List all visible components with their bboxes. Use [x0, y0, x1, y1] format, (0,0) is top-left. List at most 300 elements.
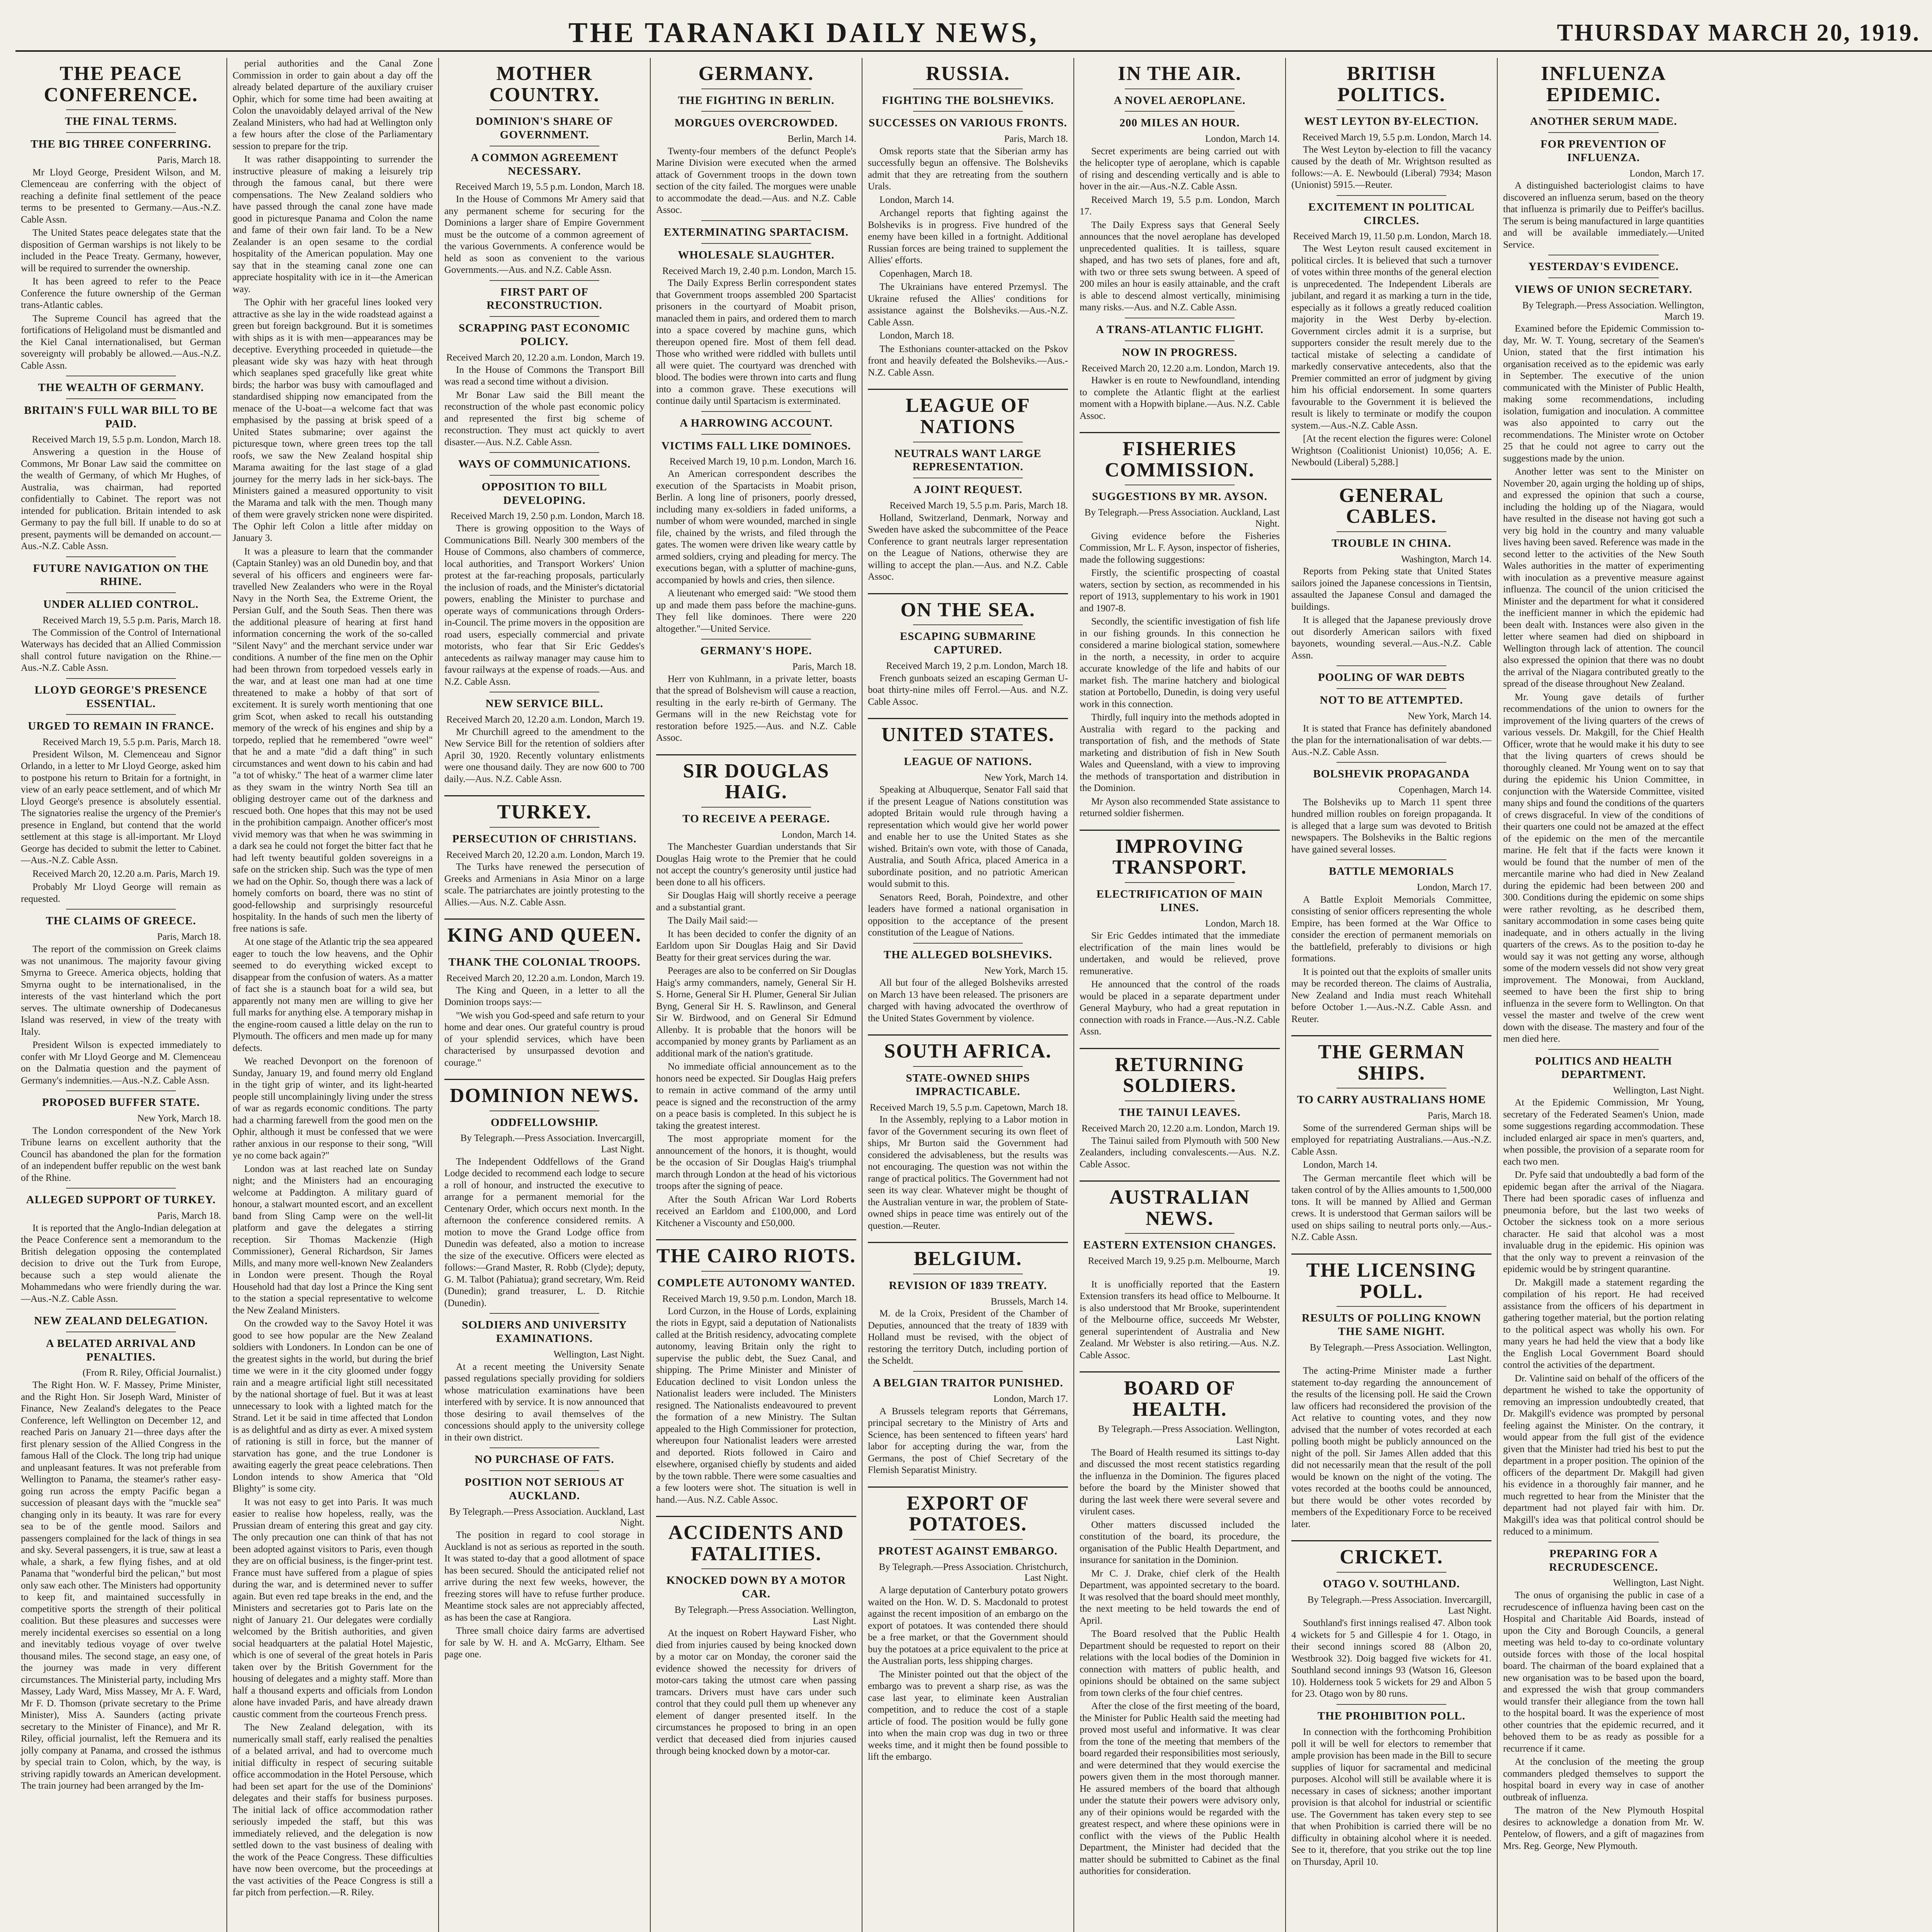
paragraph: Peerages are also to be conferred on Sir Douglas Haig's army commanders, namely, General Sir H. S. Horne, General Sir H. Plumer, General Sir Julian Byng, General Sir H. S. Rawlinson, and General Sir W. Birdwood, and on General Sir Edmund Allenby. It is probable that the honors will be accompanied by money grants by Parliament as an additional mark of the nation's gratitude.: [656, 966, 856, 1059]
article-body: [21, 1125, 221, 1184]
column-3: [439, 58, 651, 1932]
dateline: Received March 20, 12.20 a.m. London, March 19.: [446, 714, 645, 725]
section-rule: [1337, 109, 1447, 110]
section-subhead: DOMINION'S SHARE OF GOVERNMENT.: [476, 115, 613, 141]
article-divider: [656, 1239, 856, 1240]
section-rule: [490, 1447, 600, 1448]
column-7: [1286, 58, 1498, 1932]
article: [1503, 63, 1704, 1852]
article-divider: [1291, 1253, 1492, 1255]
paragraph: The Independent Oddfellows of the Grand Lodge decided to recommend each lodge to secure a roll of honour, and instructed the executive to arrange for a permanent memorial for the Centenary Order, which occurs next month. In the afternoon the conference considered remits. A motion to move the Grand Lodge office from Dunedin was defeated, also a motion to increase the size of the executive. Officers were elected as follows:—Grand Master, R. Robb (Clyde); deputy, G. M. Talbot (Pahiatua); grand secretary, Wm. Reid (Dunedin); grand treasurer, L. D. Ritchie (Dunedin).: [444, 1156, 645, 1308]
article-headline: BELGIUM.: [913, 1248, 1022, 1270]
section-subhead: FIRST PART OF RECONSTRUCTION.: [486, 286, 602, 312]
paragraph: Received March 19, 5.5 p.m. London, March 17.: [1080, 194, 1280, 217]
section-rule: [1125, 882, 1235, 883]
section-subhead: WAYS OF COMMUNICATIONS.: [458, 458, 631, 471]
article-divider: [868, 593, 1068, 594]
section-rule: [701, 243, 811, 244]
paragraph: On the crowded way to the Savoy Hotel it was good to see how popular are the New Zealand soldiers with Londoners. In London can be one of the greatest sights in the world, but during the brief time we were in it the city gloomed under foggy rain and a meagre artificial light still necessitated by the national shortage of fuel. But it was at least unnecessary to look with a lighted match for the Strand. Let it be said in time affected that London is as delightful and as dirty as ever. A mixed system of rationing is still in force, but the manner of starvation has gone, and the true Londoner is awaiting eagerly the great peace celebrations. Then London intends to show America that "Old Blighty" is some city.: [233, 1318, 433, 1494]
section-subhead: A COMMON AGREEMENT NECESSARY.: [470, 151, 619, 177]
article-body: [21, 446, 221, 553]
paragraph: The Bolsheviks up to March 11 spent three hundred million roubles on foreign propaganda. It is alleged that a large sum was devoted to British newspapers. The Bolsheviks in the Baltic regions have gained several losses.: [1291, 797, 1492, 855]
dateline: Received March 19, 11.50 p.m. London, March 18.: [1293, 231, 1492, 242]
section-subhead: REVISION OF 1839 TREATY.: [889, 1279, 1047, 1292]
section-subhead: THANK THE COLONIAL TROOPS.: [448, 956, 641, 968]
section-rule: [1548, 132, 1659, 133]
article-divider: [1291, 1035, 1492, 1036]
article-body: [1080, 531, 1280, 820]
article-headline: EXPORT OF POTATOES.: [906, 1492, 1029, 1536]
paragraph: The Commission of the Control of International Waterways has decided that an Allied Commission shall control future navigation on the Rhine.—Aus.-N.Z. Cable Assn.: [21, 627, 221, 673]
paragraph: Dr. Makgill made a statement regarding the compilation of his report. He had received assistance from the officers of his department in gathering together material, but the portion relating to the political aspect was wholly his own. For many years he had held the view that a body like the English Local Government Board should control the activities of the department.: [1503, 1277, 1704, 1371]
article-headline: ACCIDENTS AND FATALITIES.: [668, 1522, 844, 1565]
article-divider: [656, 1516, 856, 1517]
article-body: [1291, 797, 1492, 856]
dateline: Received March 19, 9.25 p.m. Melbourne, March 19.: [1088, 1256, 1280, 1277]
section-subhead: NO PURCHASE OF FATS.: [474, 1453, 614, 1466]
paragraph: No immediate official announcement as to the honors need be expected. Sir Douglas Haig prefers to remain in active command of the army until peace is signed and the reconstruction of the army on a peace basis is completed. In this subject he is taking the greatest interest.: [656, 1061, 856, 1131]
section-subhead: FIGHTING THE BOLSHEVIKS.: [882, 94, 1054, 107]
article-headline: DOMINION NEWS.: [449, 1085, 639, 1107]
article-headline: CRICKET.: [1340, 1546, 1443, 1568]
paragraph: Holland, Switzerland, Denmark, Norway and Sweden have asked the subcommittee of the Peace Conference to grant neutrals larger representation on the League of Nations, otherwise they are willing to accept the plan.—Aus. and N.Z. Cable Assoc.: [868, 512, 1068, 582]
section-rule: [1337, 531, 1447, 532]
article-body: [1291, 243, 1492, 469]
section-subhead: SCRAPPING PAST ECONOMIC POLICY.: [458, 322, 631, 348]
paragraph: It was a pleasure to learn that the commander (Captain Stanley) was an old Dunedin boy, and that several of his officers and engineers were far-travelled New Zealanders who were in the Royal Navy in the North Sea, the Extreme Orient, the Persian Gulf, and the South Seas. Then there was the additional pleasure of hearing at first hand information concerning the work of the so-called "Silent Navy" and the merchant service under war conditions. A number of the fine men on the Ophir had been thrown from torpedoed vessels early in the war, and at least one man had at one time threatened to make a hobby of that sort of excitement. It is surely worth mentioning that one grim Scot, when asked to recall his outstanding memory of the wreck of his engines and ship by a torpedo, replied that he remembered "owre weel" that he and a mate "did a daft thing" in such circumstances and went down to his cabin and had "a tot of whisky." The heat of a warmer clime later as they swam in the wintry North Sea till an obliging destroyer came out of the darkness and rescued both. One hopes that this may not be used in the prohibition campaign. Another officer's most vivid memory was that when he was swimming in a dark sea he could not forget the bitter fact that he had left twenty beautiful golden sovereigns in a safe on the stricken ship. Such was the type of men we had on the Ophir. So, though there was a lack of homely comforts on board, there was no stint of good-fellowship and surprisingly resourceful hospitality. In the hands of such men the liberty of free nations is safe.: [233, 546, 433, 934]
paragraph: President Wilson is expected immediately to confer with Mr Lloyd George and M. Clemenceau on the Dalmatia question and the payment of Germany's indemnities.—Aus.-N.Z. Cable Assn.: [21, 1040, 221, 1086]
paragraph: Sir Douglas Haig will shortly receive a peerage and a substantial grant.: [656, 890, 856, 913]
article-body: [656, 468, 856, 635]
article-headline: LEAGUE OF NATIONS: [905, 395, 1031, 438]
section-rule: [66, 109, 176, 110]
section-subhead: STATE-OWNED SHIPS IMPRACTICABLE.: [906, 1071, 1030, 1098]
section-rule: [66, 592, 176, 593]
article: [1080, 432, 1280, 819]
article-headline: INFLUENZA EPIDEMIC.: [1541, 63, 1667, 106]
article-headline: IMPROVING TRANSPORT.: [1112, 835, 1247, 879]
dateline: Paris, March 18.: [792, 661, 856, 672]
paragraph: He announced that the control of the roads would be placed in a separate department under General Maybury, who had a great reputation in connection with roads in France.—Aus.-N.Z. Cable Assn.: [1080, 979, 1280, 1037]
article-body: [868, 1585, 1068, 1763]
paragraph: Lord Curzon, in the House of Lords, explaining the riots in Egypt, said a deputation of Nationalists called at the British residency, advocating complete autonomy, leaving Britain only the right to supervise the public debt, the Suez Canal, and shipping. The Prime Minister and Minister of Education declined to visit London unless the Nationalist leaders were included. The Ministers resigned. The Nationalists endeavoured to prevent the formation of a new Ministry. The Sultan appealed to the High Commissioner for protection, whereupon four Nationalist leaders were arrested and deported. Riots followed in Cairo and elsewhere, organised chiefly by students and aided by the town rabble. There were some casualties and a few looters were shot. The situation is well in hand.—Aus. N.Z. Cable Assoc.: [656, 1306, 856, 1505]
article: [1080, 63, 1280, 422]
paragraph: After the close of the first meeting of the board, the Minister for Public Health said the meeting had proved most useful and informative. It was clear from the tone of the meeting that members of the board regarded their responsibilities most seriously, and were determined that they would exercise the powers given them in the most thorough manner. He assured members of the board that although under the statute their powers were advisory only, any of their opinions would be regarded with the greatest respect, and where these opinions were in conflict with the views of the Public Health Department, the Minister had decided that the matter should be submitted to Cabinet as the final authorities for consideration.: [1080, 1701, 1280, 1877]
dateline: By Telegraph.—Press Association. Wellington, Last Night.: [1310, 1342, 1492, 1364]
dateline: Received March 19, 2.50 p.m. London, March 18.: [451, 511, 645, 522]
section-subhead: THE TAINUI LEAVES.: [1119, 1106, 1241, 1119]
dateline: Wellington, Last Night.: [553, 1349, 645, 1360]
section-rule: [490, 827, 600, 828]
article-headline: BOARD OF HEALTH.: [1124, 1377, 1236, 1420]
article: [656, 1516, 856, 1757]
paragraph: Southland's first innings realised 47. Albon took 4 wickets for 5 and Gillespie 4 for 1. Otago, in their second innings scored 88 (Albon 20, Westbrook 32). Doig bagged five wickets for 41. Southland second innings 93 (Watson 16, Gleeson 10). Holderness took 5 wickets for 29 and Albon 5 for 23. Otago won by 80 runs.: [1291, 1618, 1492, 1699]
section-subhead: LEAGUE OF NATIONS.: [904, 755, 1032, 768]
paragraph: The position in regard to cool storage in Auckland is not as serious as reported in the south. It was stated to-day that a good allotment of space has been secured. Should the anticipated relief not arrive during the next few weeks, however, the freezing stores will have to refuse further produce. Meantime stock sales are not appreciably affected, as has been the case at Rangiora.: [444, 1530, 645, 1623]
article-body: [1291, 894, 1492, 1026]
section-rule: [1337, 1306, 1447, 1307]
issue-date: THURSDAY MARCH 20, 1919.: [1557, 19, 1920, 46]
dateline: By Telegraph.—Press Association. Invercargill, Last Night.: [1307, 1594, 1492, 1616]
paragraph: In connection with the forthcoming Prohibition poll it will be well for electors to remember that ample provision has been made in the Bill to secure supplies of liquor for sacramental and medicinal purposes. Alcohol will still be available where it is necessary in cases of sickness; another important provision is that alcohol for industrial or scientific use. The Government has taken every step to see that when Prohibition is carried there will be no difficulty in obtaining alcohol where it is needed. See to it, therefore, that you strike out the top line on Thursday, April 10.: [1291, 1727, 1492, 1867]
paragraph: Mr Bonar Law said the Bill meant the reconstruction of the whole past economic policy and represented the first big scheme of reconstruction. They must act quickly to avert disaster.—Aus. N.Z. Cable Assn.: [444, 389, 645, 447]
section-rule: [490, 109, 600, 110]
section-subhead: MORGUES OVERCROWDED.: [674, 117, 838, 129]
paragraph: The acting-Prime Minister made a further statement to-day regarding the announcement of the results of the licensing poll. He said the Crown law officers had reconsidered the provision of the Act relative to counting votes, and they now advised that the number of votes recorded at each polling booth might be publicly announced on the night of the poll. Sir James Allen added that this did not necessarily mean that the result of the poll would be known on the night of the voting. The votes recorded at the booths could be announced, but there would be other votes recorded by members of the Expeditionary Force to be received later.: [1291, 1366, 1492, 1529]
dateline: Received March 19, 5.5 p.m. Paris, March 18.: [43, 737, 221, 748]
paragraph: The Ophir with her graceful lines looked very attractive as she lay in the wide roadstead against a green but foreign background. But it is sometimes with ships as it is with men—appearances may be deceptive. Everything proceeded in quietude—the pleasant wide sky was hazy with heat through which seaplanes sped gracefully like great white birds; the harbor was busy with camouflaged and standardised shipping now emancipated from the menace of the U-boat—a welcome fact that was emphasised by the passing at brisk speed of a United States submarine; over against the picturesque town, where green trees top the tall roofs, we saw the New Zealand hospital ship Marama awaiting for the last stage of a glad journey for the merry lads in her sick-bays. The Ministers gained a measured opportunity to visit the Marama and talk with the men. Though many of them were gravely stricken none were dispirited. The Ophir left Colon a little after midday on January 3.: [233, 297, 433, 543]
section-subhead: WEST LEYTON BY-ELECTION.: [1304, 115, 1479, 128]
section-rule: [1548, 1542, 1659, 1543]
paragraph: An American correspondent describes the execution of the Spartacists in Moabit prison, Berlin. A long line of prisoners, poorly dressed, including many ex-soldiers in faded uniforms, a number of whom were wounded, marched in single file, chained by the wrists, and filed through the gates. The women were driven like weary cattle by armed soldiers, crying and pleading for mercy. The executions began, with a splutter of machine-guns, accompanied by howls and cries, then silence.: [656, 469, 856, 585]
section-subhead: OTAGO V. SOUTHLAND.: [1323, 1577, 1460, 1590]
section-rule: [66, 1188, 176, 1189]
article-body: [444, 523, 645, 688]
paragraph: A lieutenant who emerged said: "We stood them up and made them pass before the machine-guns. They fell like dominoes. There were 220 altogether."—United Service.: [656, 588, 856, 634]
article-headline: THE GERMAN SHIPS.: [1318, 1041, 1465, 1084]
article-body: [868, 146, 1068, 379]
section-rule: [490, 1313, 600, 1314]
article-divider: [1080, 1180, 1280, 1182]
paragraph: M. de la Croix, President of the Chamber of Deputies, announced that the treaty of 1839 with Holland must be revised, with the object of restoring the territory Dutch, including portion of the Scheldt.: [868, 1308, 1068, 1366]
section-subhead: GERMANY'S HOPE.: [700, 645, 812, 657]
newspaper-title: THE TARANAKI DAILY NEWS,: [568, 17, 1039, 49]
article: [1291, 479, 1492, 1026]
dateline: Received March 20, 12.20 a.m. London, March 19.: [446, 973, 645, 983]
paragraph: The West Leyton by-election to fill the vacancy caused by the death of Mr. Wrightson resulted as follows:—A. E. Newbould (Liberal) 7934; Mason (Unionist) 5915.—Reuter.: [1291, 144, 1492, 190]
page-number: [1920, 17, 1932, 49]
article: [444, 63, 645, 785]
paragraph: London, March 18.: [879, 330, 954, 341]
paragraph: Secret experiments are being carried out with the helicopter type of aeroplane, which is capable of rising and descending vertically and is able to hover in the air.—Aus.-N.Z. Cable Assn.: [1080, 146, 1280, 192]
paragraph: The Right Hon. W. F. Massey, Prime Minister, and the Right Hon. Sir Joseph Ward, Minister of Finance, New Zealand's delegates to the Peace Conference, left Wellington on December 12, and reached Paris on January 21—three days after the first plenary session of the Allied Congress in the famous Hall of the Clock. The long trip had unique and unpleasant features. It was not preferable from Wellington to Panama, the steamer's rather easy-going run across the empty Pacific began a succession of pleasant days with the "muckle sea" changing only in its beauty. It was rare for every sea to be of the gentle mood. Sailors and passengers complained for the lack of things in sea and sky. Several passengers, it is true, saw at least a whale, a shark, a few flying fishes, and at old Panama that "wonderful bird the pelican," but most only saw each other. The Ministers had opportunity to keep fit, and maintained successfully in competitive sports the strength of their political coalition. But these pleasures and successes were merely incidental exercises so essential on a long and inevitably tedious voyage of over twelve thousand miles. The second stage, an easy one, of the journey was made in very different circumstances. The Ministerial party, including Mrs Massey, Lady Ward, Miss Massey, Mr A. F. Ward, Mr F. D. Thomson (private secretary to the Prime Minister), Miss A. Saunders (acting private secretary to the Minister of Finance), and Mr R. Riley, official journalist, left the Remuera and its jolly company at Panama, and crossed the isthmus by special train to Colon, which, by the way, is striving rapidly towards an American development. The train journey had been arranged by the Im-: [21, 1380, 221, 1791]
dateline: London, March 17.: [993, 1393, 1068, 1404]
dateline: Paris, March 18.: [1427, 1111, 1492, 1121]
dateline: Wellington, Last Night.: [1613, 1578, 1704, 1588]
article-divider: [1080, 1048, 1280, 1049]
section-rule: [1125, 340, 1235, 341]
paragraph: Mr. Young gave details of further recommendations of the union to owners for the improvement of the living quarters of the crews of various vessels. Dr. Makgill, for the Chief Health Officer, wrote that he would make it his duty to see that the living quarters of crews should be thoroughly cleaned. Mr Young went on to say that during the epidemic his Union Committee, in conjunction with the Waterside Committee, visited many ships and found the conditions of the quarters of crews disgraceful. In view of the conditions of their quarters one could not be amazed at the effect of the epidemic on the men of the mercantile marine. He felt that if the facts were known it would be found that the number of men of the mercantile marine who had died in New Zealand during the epidemic had been between 200 and 300. Conditions during the epidemic on some ships were rather revolting, as he described them, sanitary accommodation in some cases being quite inadequate, and in others actually in the living quarters of the crews. As to the position to-day he would say it was not getting any worse, although some of the modern vessels did not show very great improvement. The Monowai, from Auckland, seemed to have been the first ship to bring influenza in the severe form to Wellington. On that vessel the master and twelve of the crew went down with the disease. The mastery and four of the men died here.: [1503, 692, 1704, 1044]
section-subhead: TROUBLE IN CHINA.: [1332, 537, 1451, 549]
article-body: [1291, 1122, 1492, 1243]
article-body: [1291, 144, 1492, 191]
article: [656, 754, 856, 1230]
paragraph: In the House of Commons the Transport Bill was read a second time without a division.: [444, 364, 645, 387]
section-rule: [913, 624, 1023, 625]
section-subhead: VIEWS OF UNION SECRETARY.: [1515, 283, 1692, 296]
dateline: Received March 19, 5.5 p.m. Capetown, March 18.: [869, 1102, 1068, 1113]
section-rule: [1337, 665, 1447, 666]
section-subhead: A BELATED ARRIVAL AND PENALTIES.: [46, 1337, 196, 1363]
dateline: By Telegraph.—Press Association. Wellington, March 19.: [1522, 300, 1704, 322]
paragraph: Probably Mr Lloyd George will remain as requested.: [21, 882, 221, 904]
paragraph: The Daily Mail said:—: [668, 915, 758, 926]
section-rule: [490, 475, 600, 476]
paragraph: The Manchester Guardian understands that Sir Douglas Haig wrote to the Premier that he could not accept the country's generosity until justice had been done to all his officers.: [656, 842, 856, 888]
article-body: [1080, 375, 1280, 422]
paragraph: All but four of the alleged Bolsheviks arrested on March 13 have been released. The prisoners are charged with having advocated the overthrow of the United States Government by violence.: [868, 978, 1068, 1024]
paragraph: Thirdly, full inquiry into the methods adopted in Australia with regard to the packing and transportation of fish, and the methods of State marketing and distribution of fish in New South Wales and Queensland, with a view to improving the methods of transportation and distribution in the Dominion.: [1080, 712, 1280, 794]
section-subhead: THE FINAL TERMS.: [65, 115, 177, 128]
dateline: Received March 19, 2 p.m. London, March 18.: [886, 660, 1068, 671]
section-subhead: TO RECEIVE A PEERAGE.: [682, 812, 830, 825]
section-rule: [1337, 1572, 1447, 1573]
article-body: [21, 1223, 221, 1305]
article-body: [868, 1308, 1068, 1367]
section-subhead: NOT TO BE ATTEMPTED.: [1320, 694, 1463, 707]
section-subhead: A TRANS-ATLANTIC FLIGHT.: [1095, 323, 1264, 336]
article-body: [868, 977, 1068, 1024]
paragraph: Other matters discussed included the constitution of the board, its procedure, the organisation of the Public Health Department, and insurance for sanitation in the Dominion.: [1080, 1519, 1280, 1566]
paragraph: It was not easy to get into Paris. It was much easier to realise how hopeless, really, was the Prussian dream of entering this great and gay city. The only precaution one can think of that has not been adopted against visitors to Paris, even though they are on official business, is the finger-print test. France must have suffered from a plague of spies during the war, and is determined never to suffer again. But even red tape breaks in the end, and the Ministers and secretaries got to Paris late on the night of January 21. Our delegates were cordially welcomed by the British authorities, and given social headquarters at the palatial Hotel Majestic, which is one of several of the great hotels in Paris taken over by the British Government for the housing of delegates and a mighty staff. More than half a thousand experts and officials from London alone have invaded Paris, and have already drawn caustic comment from the courteous French press.: [233, 1497, 433, 1719]
paragraph: "We wish you God-speed and safe return to your home and dear ones. Our grateful country is proud of your splendid services, which have been characterised by unsurpassed devotion and courage.": [444, 1010, 645, 1068]
section-subhead: PERSECUTION OF CHRISTIANS.: [452, 832, 637, 845]
section-subhead: ALLEGED SUPPORT OF TURKEY.: [26, 1194, 216, 1206]
paragraph: A Brussels telegram reports that Gérremans, principal secretary to the Ministry of Arts and Science, has been sentenced to fifteen years' hard labor for accepting during the war, from the Germans, the post of Chief Secretary of the Flemish Separatist Ministry.: [868, 1406, 1068, 1476]
dateline: (From R. Riley, Official Journalist.): [82, 1367, 221, 1378]
paragraph: The Tainui sailed from Plymouth with 500 New Zealanders, including convalescents.—Aus. N.Z. Cable Assoc.: [1080, 1135, 1280, 1170]
section-subhead: POLITICS AND HEALTH DEPARTMENT.: [1535, 1054, 1672, 1081]
dateline: Received March 19, 5.5 p.m. London, March 14.: [1302, 132, 1492, 143]
dateline: Received March 19, 10 p.m. London, March 16.: [669, 456, 856, 467]
section-subhead: BATTLE MEMORIALS: [1328, 865, 1454, 878]
article-body: [868, 784, 1068, 939]
dateline: London, March 14.: [781, 829, 856, 840]
paragraph: Examined before the Epidemic Commission to-day, Mr. W. T. Young, secretary of the Seamen's Union, stated that the first intimation his organisation received as to the epidemic was early in September. The executive of the union communicated with the Minister of Public Health, making some recommendations, including isolation, fumigation and inoculation. A committee was also appointed to carry out the recommendations. The Minister wrote on October 25 that he could not agree to carry out the suggestions made by the union.: [1503, 323, 1704, 464]
paragraph: Another letter was sent to the Minister on November 20, again urging the holding up of ships, and expressed the opinion that such a course, including the holding up of the Niagara, would have resulted in the disease not having got such a very big hold in the country and many valuable lives having been saved. Reference was made in the second letter to the activities of the New South Wales authorities in the matter of experimenting with inoculation as a preventive measure against influenza. The council of the union criticised the Minister and the department for what it considered the inefficient manner in which the epidemic had been dealt with. Instances were also given in the letter where seamen had died on shipboard in Wellington through lack of attention. The council also expressed the opinion that there was no doubt the arrival of the Niagara contributed greatly to the spread of the disease throughout New Zealand.: [1503, 466, 1704, 689]
section-subhead: THE PROHIBITION POLL.: [1317, 1709, 1466, 1722]
article: [21, 63, 221, 1792]
paragraph: Dr. Valintine said on behalf of the officers of the department he wished to take the opportunity of removing an impression undoubtedly created, that Dr. Makgill's evidence was prompted by personal feeling against the Minister. On the contrary, it would appear from the full gist of the evidence given that the Minister had tried his best to put the department in a proper position. The opinion of the officers of the department Dr. Makgill had given his evidence in a thoroughly fair manner, and he much regretted to hear from the Minister that the department had not played fair with him. Dr. Makgill's idea was that political control should be reduced to a minimum.: [1503, 1373, 1704, 1537]
paragraph: The Turks have renewed the persecution of Greeks and Armenians in Asia Minor on a large scale. The patriarchates are jointly protesting to the Allies.—Aus. N.Z. Cable Assn.: [444, 862, 645, 908]
article-headline: IN THE AIR.: [1117, 63, 1242, 85]
paragraph: After the South African War Lord Roberts received an Earldom and £100,000, and Lord Kitchener a Viscounty and £50,000.: [656, 1194, 856, 1228]
section-subhead: PROTEST AGAINST EMBARGO.: [878, 1544, 1058, 1557]
section-rule: [913, 1371, 1023, 1372]
paragraph: Hawker is en route to Newfoundland, intending to complete the Atlantic flight at the earliest moment with a Hopwith biplane.—Aus. N.Z. Cable Assoc.: [1080, 375, 1280, 421]
article-body: [444, 194, 645, 276]
section-rule: [1337, 195, 1447, 196]
article-body: [656, 146, 856, 216]
dateline: London, March 17.: [1417, 882, 1492, 893]
article-body: [21, 944, 221, 1087]
section-subhead: URGED TO REMAIN IN FRANCE.: [28, 720, 214, 733]
section-rule: [913, 88, 1023, 89]
article: [1291, 1253, 1492, 1530]
article-body: [1291, 566, 1492, 662]
article-body: [21, 1379, 221, 1792]
section-subhead: THE ALLEGED BOLSHEVIKS.: [883, 948, 1053, 961]
article-divider: [656, 754, 856, 755]
article: [868, 63, 1068, 379]
section-rule: [66, 909, 176, 910]
section-subhead: POSITION NOT SERIOUS AT AUCKLAND.: [464, 1476, 624, 1502]
dateline: London, March 14.: [1205, 134, 1280, 145]
dateline: Received March 20, 12.20 a.m. London, March 19.: [1081, 1123, 1280, 1134]
section-rule: [1337, 1704, 1447, 1705]
paragraph: The Board resolved that the Public Health Department should be requested to report on their relations with the local bodies of the Dominion in connection with matters of public health, and opinions should be obtained on the same subject from town clerks of the four chief centres.: [1080, 1629, 1280, 1698]
article-body: [21, 627, 221, 674]
dateline: Received March 19, 5.5 p.m. Paris, March 18.: [889, 500, 1068, 511]
section-subhead: BOLSHEVIK PROPAGANDA: [1313, 768, 1470, 781]
paragraph: Answering a question in the House of Commons, Mr Bonar Law said the committee on the wealth of Germany, of which Mr Hughes, of Australia, was chairman, had reported confidentially to Cabinet. The report was not intended for publication. Britain intended to ask Germany to pay the full bill. If unable to do so at present, payments will be demanded on account.—Aus.-N.Z. Cable Assn.: [21, 447, 221, 552]
section-subhead: YESTERDAY'S EVIDENCE.: [1528, 260, 1679, 273]
paragraph: Sir Eric Geddes intimated that the immediate electrification of the main lines would be undertaken, and would be relieved, prove remunerative.: [1080, 930, 1280, 976]
paragraph: At the Epidemic Commission, Mr Young, secretary of the Federated Seamen's Union, made some suggestions regarding accommodation. These included enlarged air space in men's quarters, and, when possible, the provision of a separate room for each two men.: [1503, 1097, 1704, 1167]
section-rule: [1125, 111, 1235, 112]
paragraph: Some of the surrendered German ships will be employed for repatriating Australians.—Aus.-N.Z. Cable Assn.: [1291, 1122, 1492, 1157]
dateline: New York, March 15.: [984, 965, 1068, 976]
paragraph: Copenhagen, March 18.: [879, 268, 973, 279]
section-subhead: SOLDIERS AND UNIVERSITY EXAMINATIONS.: [462, 1319, 627, 1345]
paragraph: The most appropriate moment for the announcement of the honors, it is thought, would be the occasion of Sir Douglas Haig's triumphal march through London at the head of his victorious troops after the signing of peace.: [656, 1134, 856, 1192]
article-body: [444, 1529, 645, 1661]
article: [1080, 1048, 1280, 1170]
paragraph: London, March 14.: [1303, 1160, 1378, 1170]
article-body: [656, 841, 856, 1229]
paragraph: In the Assembly, replying to a Labor motion in favor of the Government securing its own fleet of ships, Mr Burton said the Government had considered the advisableness, but the results was not encouraging. The question was not within the range of practical politics. The Government had not seen its way clear. Whatever might be thought of the Australian venture in war, the problem of State-owned ships in peace time was entirely out of the question.—Reuter.: [868, 1114, 1068, 1231]
paragraph: Giving evidence before the Fisheries Commission, Mr L. F. Ayson, inspector of fisheries, made the following suggestions:: [1080, 531, 1280, 565]
article-divider: [868, 1034, 1068, 1036]
article-divider: [444, 795, 645, 796]
section-rule: [66, 556, 176, 557]
paragraph: The New Zealand delegation, with its numerically small staff, early realised the penalties of a belated arrival, and had to overcome much initial difficulty in respect of securing suitable office accommodation in the Hotel Persouse, which had been set apart for the use of the Dominions' delegates and their staffs for business purposes. The initial lack of office accommodation rather seriously impeded the staff, but this was immediately relieved, and the delegation is now settled down to the vast business of dealing with the work of the Peace Congress. These difficulties have now been overcome, but the proceedings at the vast activities of the Peace Congress is still a far pitch from perfection.—R. Riley.: [233, 1722, 433, 1898]
article-headline: THE CAIRO RIOTS.: [656, 1245, 856, 1267]
article-body: [1503, 180, 1704, 251]
paragraph: There is growing opposition to the Ways of Communications Bill. Nearly 300 members of the House of Commons, also chambers of commerce, local authorities, and Transport Workers' Union protest at the far-reaching proposals, particularly the inclusion of roads, and the Minister's dictatorial powers, enabling the Minister to purchase and operate ways of communications through Orders-in-Council. The prime movers in the opposition are road users, especially commercial and private motorists, who fear that Sir Eric Geddes's antecedents as railway manager may cause him to favour railways at the expense of roads.—Aus. and N.Z. Cable Assn.: [444, 523, 645, 687]
article-headline: FISHERIES COMMISSION.: [1105, 438, 1255, 481]
article: [1080, 1180, 1280, 1361]
section-rule: [701, 411, 811, 412]
section-subhead: RESULTS OF POLLING KNOWN THE SAME NIGHT.: [1301, 1312, 1481, 1338]
section-rule: [66, 398, 176, 399]
article-headline: AUSTRALIAN NEWS.: [1109, 1186, 1250, 1230]
article-body: [1503, 323, 1704, 1045]
section-subhead: THE WEALTH OF GERMANY.: [38, 381, 204, 394]
paragraph: The United States peace delegates state that the disposition of German warships is not likely to be included in the Peace Treaty. Germany, however, will be required to surrender the ownership.: [21, 228, 221, 274]
paragraph: The matron of the New Plymouth Hospital desires to acknowledge a donation from Mr. W. Pentelow, of flowers, and a gift of magazines from Mrs. Reg. George, New Plymouth.: [1503, 1805, 1704, 1851]
dateline: By Telegraph.—Press Association. Wellington, Last Night.: [1098, 1424, 1280, 1446]
paragraph: The onus of organising the public in case of a recrudescence of influenza having been cast on the Hospital and Charitable Aid Boards, instead of upon the City and Borough Councils, a general meeting was held to-day to co-ordinate voluntary outside forces with those of the local hospital board. The chairman of the board explained that a new organisation was to be based upon the board, and expressed the wish that group commanders would transfer their allegiance from the town hall to the hospital board. It was the experience of most other countries that the epidemic recurred, and it behoved them to be as ready as possible for a recurrence if it came.: [1503, 1590, 1704, 1754]
paragraph: Mr Lloyd George, President Wilson, and M. Clemenceau are conferring with the object of reaching a definite final settlement of the peace terms to be presented to Germany.—Aus.-N.Z. Cable Assn.: [21, 167, 221, 225]
article-body: [868, 1114, 1068, 1232]
paragraph: The Ukrainians have entered Przemysl. The Ukraine refused the Allies' conditions for assistance against the Bolsheviks.—Aus.-N.Z. Cable Assn.: [868, 282, 1068, 328]
section-subhead: ELECTRIFICATION OF MAIN LINES.: [1096, 888, 1263, 914]
article-body: [1291, 1726, 1492, 1868]
article-headline: SOUTH AFRICA.: [884, 1040, 1052, 1063]
section-rule: [66, 714, 176, 715]
section-subhead: ANOTHER SERUM MADE.: [1530, 115, 1677, 128]
section-rule: [1337, 762, 1447, 763]
paragraph: President Wilson, M. Clemenceau and Signor Orlando, in a letter to Mr Lloyd George, asked him to postpone his return to Britain for a fortnight, in view of an early peace settlement, and of which Mr Lloyd George's presence is absolutely essential. The signatories realise the urgency of the Premier's presence in England, but contend that the world settlement at this stage is all-important. Mr Lloyd George has decided to submit the letter to Cabinet.—Aus.-N.Z. Cable Assn.: [21, 749, 221, 866]
article-body: [1503, 1590, 1704, 1852]
paragraph: Mr C. J. Drake, chief clerk of the Health Department, was appointed secretary to the board. It was resolved that the board should meet monthly, the next meeting to be held towards the end of April.: [1080, 1568, 1280, 1626]
article-body: [656, 277, 856, 407]
section-rule: [1548, 1049, 1659, 1050]
article: [444, 918, 645, 1069]
paragraph: Dr. Pyfe said that undoubtedly a bad form of the epidemic began after the arrival of the Niagara. There had been sporadic cases of influenza and pneumonia before, but the last two weeks of October the sickness took on a more serious character. He said that alcohol was a most invaluable drug in the epidemic. His opinion was that the only way to prevent a reinvasion of the epidemic would be by stringent quarantine.: [1503, 1170, 1704, 1275]
paragraph: It is pointed out that the exploits of smaller units may be recorded thereon. The claims of Australia, New Zealand and India must reach Whitehall before October 1.—Aus.-N.Z. Cable Assn. and Reuter.: [1291, 966, 1492, 1024]
paragraph: At the conclusion of the meeting the group commanders pledged themselves to support the hospital board in every way in case of another outbreak of influenza.: [1503, 1757, 1704, 1803]
section-rule: [490, 280, 600, 281]
paragraph: The Daily Express Berlin correspondent states that Government troops assembled 200 Spartacist prisoners in the courtyard of Moabit prison, manacled them in pairs, and ordered them to march into a space covered by machine guns, which thereupon opened fire. Most of them fell dead. Those who writhed were riddled with bullets until all were quiet. The courtyard was drenched with blood. The bodies were thrown into carts and flung into a common grave. These executions will continue daily until Spartacism is exterminated.: [656, 278, 856, 406]
article: [868, 1242, 1068, 1476]
section-subhead: A JOINT REQUEST.: [913, 483, 1022, 496]
article-headline: TURKEY.: [497, 801, 592, 823]
paragraph: French gunboats seized an escaping German U-boat thirty-nine miles off Ferrol.—Aus. and N.Z. Cable Assoc.: [868, 673, 1068, 707]
dateline: Received March 19, 5.5 p.m. London, March 18.: [455, 182, 645, 192]
section-subhead: SUCCESSES ON VARIOUS FRONTS.: [869, 117, 1067, 129]
section-rule: [913, 943, 1023, 944]
section-subhead: OPPOSITION TO BILL DEVELOPING.: [481, 480, 607, 507]
section-rule: [701, 220, 811, 221]
section-subhead: UNDER ALLIED CONTROL.: [43, 598, 199, 611]
column-2: [227, 58, 439, 1932]
paragraph: perial authorities and the Canal Zone Commission in order to gain about a day off the already belated departure of the auxiliary cruiser Ophir, which for some time had been awaiting at Colon the unavoidably delayed arrival of the New Zealand Ministers, who had had at Wellington only a few hours after the close of the Parliamentary session to prepare for the trip.: [233, 58, 433, 151]
article-body: [444, 861, 645, 908]
paragraph: The German mercantile fleet which will be taken control of by the Allies amounts to 1,500,000 tons. It will be manned by Allied and German crews. It is understood that German sailors will be used on ships sailing to neutral ports only.—Aus.-N.Z. Cable Assn.: [1291, 1173, 1492, 1243]
paragraph: It is unofficially reported that the Eastern Extension transfers its head office to Melbourne. It is also understood that Mr Brooke, superintendent of the Melbourne office, succeeds Mr Webster, general superintendent of Australia and New Zealand. Mr Webster is also retiring.—Aus. N.Z. Cable Assoc.: [1080, 1279, 1280, 1361]
section-subhead: THE BIG THREE CONFERRING.: [31, 138, 211, 150]
section-rule: [490, 452, 600, 453]
section-rule: [1337, 688, 1447, 689]
article-headline: RETURNING SOLDIERS.: [1115, 1053, 1245, 1097]
section-subhead: 200 MILES AN HOUR.: [1119, 117, 1240, 129]
article-divider: [868, 389, 1068, 390]
dateline: Received March 20, 12.20 a.m. London, March 19.: [446, 849, 645, 860]
section-subhead: SUGGESTIONS BY MR. AYSON.: [1092, 490, 1267, 503]
paragraph: Mr Churchill agreed to the amendment to the New Service Bill for the retention of soldiers after April 30, 1920. Recently voluntary enlistments were one thousand daily. They are now 600 to 700 daily.—Aus. N.Z. Cable Assn.: [444, 726, 645, 784]
article-body: [21, 749, 221, 905]
section-subhead: VICTIMS FALL LIKE DOMINOES.: [661, 439, 851, 452]
article-headline: MOTHER COUNTRY.: [489, 63, 600, 106]
article-divider: [1080, 830, 1280, 831]
dateline: By Telegraph.—Press Association. Christchurch, Last Night.: [879, 1561, 1068, 1583]
newspaper-columns: [15, 58, 1932, 1932]
dateline: Paris, March 18.: [1004, 134, 1068, 145]
dateline: By Telegraph.—Press Association. Auckland, Last Night.: [1084, 507, 1280, 529]
article: [868, 389, 1068, 583]
article-body: [444, 985, 645, 1069]
section-rule: [66, 132, 176, 133]
section-subhead: FUTURE NAVIGATION ON THE RHINE.: [33, 562, 209, 588]
column-1: [15, 58, 227, 1932]
paragraph: Senators Reed, Borah, Poindextre, and other leaders have formed a national organisation in opposition to the acceptance of the present constitution of the League of Nations.: [868, 892, 1068, 938]
dateline: By Telegraph.—Press Association. Wellington, Last Night.: [674, 1604, 856, 1626]
column-6: [1074, 58, 1286, 1932]
article-body: [868, 1406, 1068, 1476]
article-body: [1080, 1447, 1280, 1878]
dateline: Brussels, March 14.: [991, 1296, 1068, 1307]
paragraph: At a recent meeting the University Senate passed regulations specially providing for soldiers whose matriculation examinations have been interfered with by service. It is now announced that those desiring to avail themselves of the concessions should apply to the university college in their own district.: [444, 1361, 645, 1443]
section-rule: [913, 1539, 1023, 1540]
article: [656, 1239, 856, 1506]
dateline: Paris, March 18.: [157, 932, 221, 942]
dateline: Received March 20, 12.20 a.m. London, March 19.: [446, 352, 645, 363]
section-rule: [701, 807, 811, 808]
paragraph: At the inquest on Robert Hayward Fisher, who died from injuries caused by being knocked down by a motor car on Monday, the coroner said the evidence showed the necessity for drivers of motor-cars taking the utmost care when passing tramcars. Drivers must have cars under such control that they could pull them up whenever any element of danger presented itself. In the circumstances he proposed to bring in an open verdict that deceased died from injuries caused through being knocked down by a motor-car.: [656, 1628, 856, 1757]
article-body: [233, 58, 433, 1899]
article: [1080, 1371, 1280, 1878]
section-rule: [701, 1271, 811, 1272]
dateline: Washington, March 14.: [1401, 554, 1492, 565]
paragraph: Reports from Peking state that United States sailors joined the Japanese concessions in Tientsin, assaulted the Japanese Consul and damaged the buildings.: [1291, 566, 1492, 612]
paragraph: A large deputation of Canterbury potato growers waited on the Hon. W. D. S. Macdonald to protest against the recent imposition of an embargo on the export of potatoes. It was contended there should be a free market, or that the Government should buy the potatoes at a price equivalent to the price at the Australian ports, less shipping charges.: [868, 1585, 1068, 1666]
section-rule: [1125, 1100, 1235, 1101]
article-headline: UNITED STATES.: [881, 724, 1054, 746]
paragraph: It was rather disappointing to surrender the instructive pleasure of making a leisurely trip through the famous canal, but there were compensations. The New Zealand soldiers who have passed through the canal zone have made good in picturesque Panama and Colon the name and fame of their own fair land. To be a New Zealander is an open sesame to the cordial hospitality of the American population. May one say that in the steaming canal zone one can appreciate hospitality with ice in it—the American way.: [233, 154, 433, 294]
section-subhead: THE FIGHTING IN BERLIN.: [678, 94, 835, 107]
